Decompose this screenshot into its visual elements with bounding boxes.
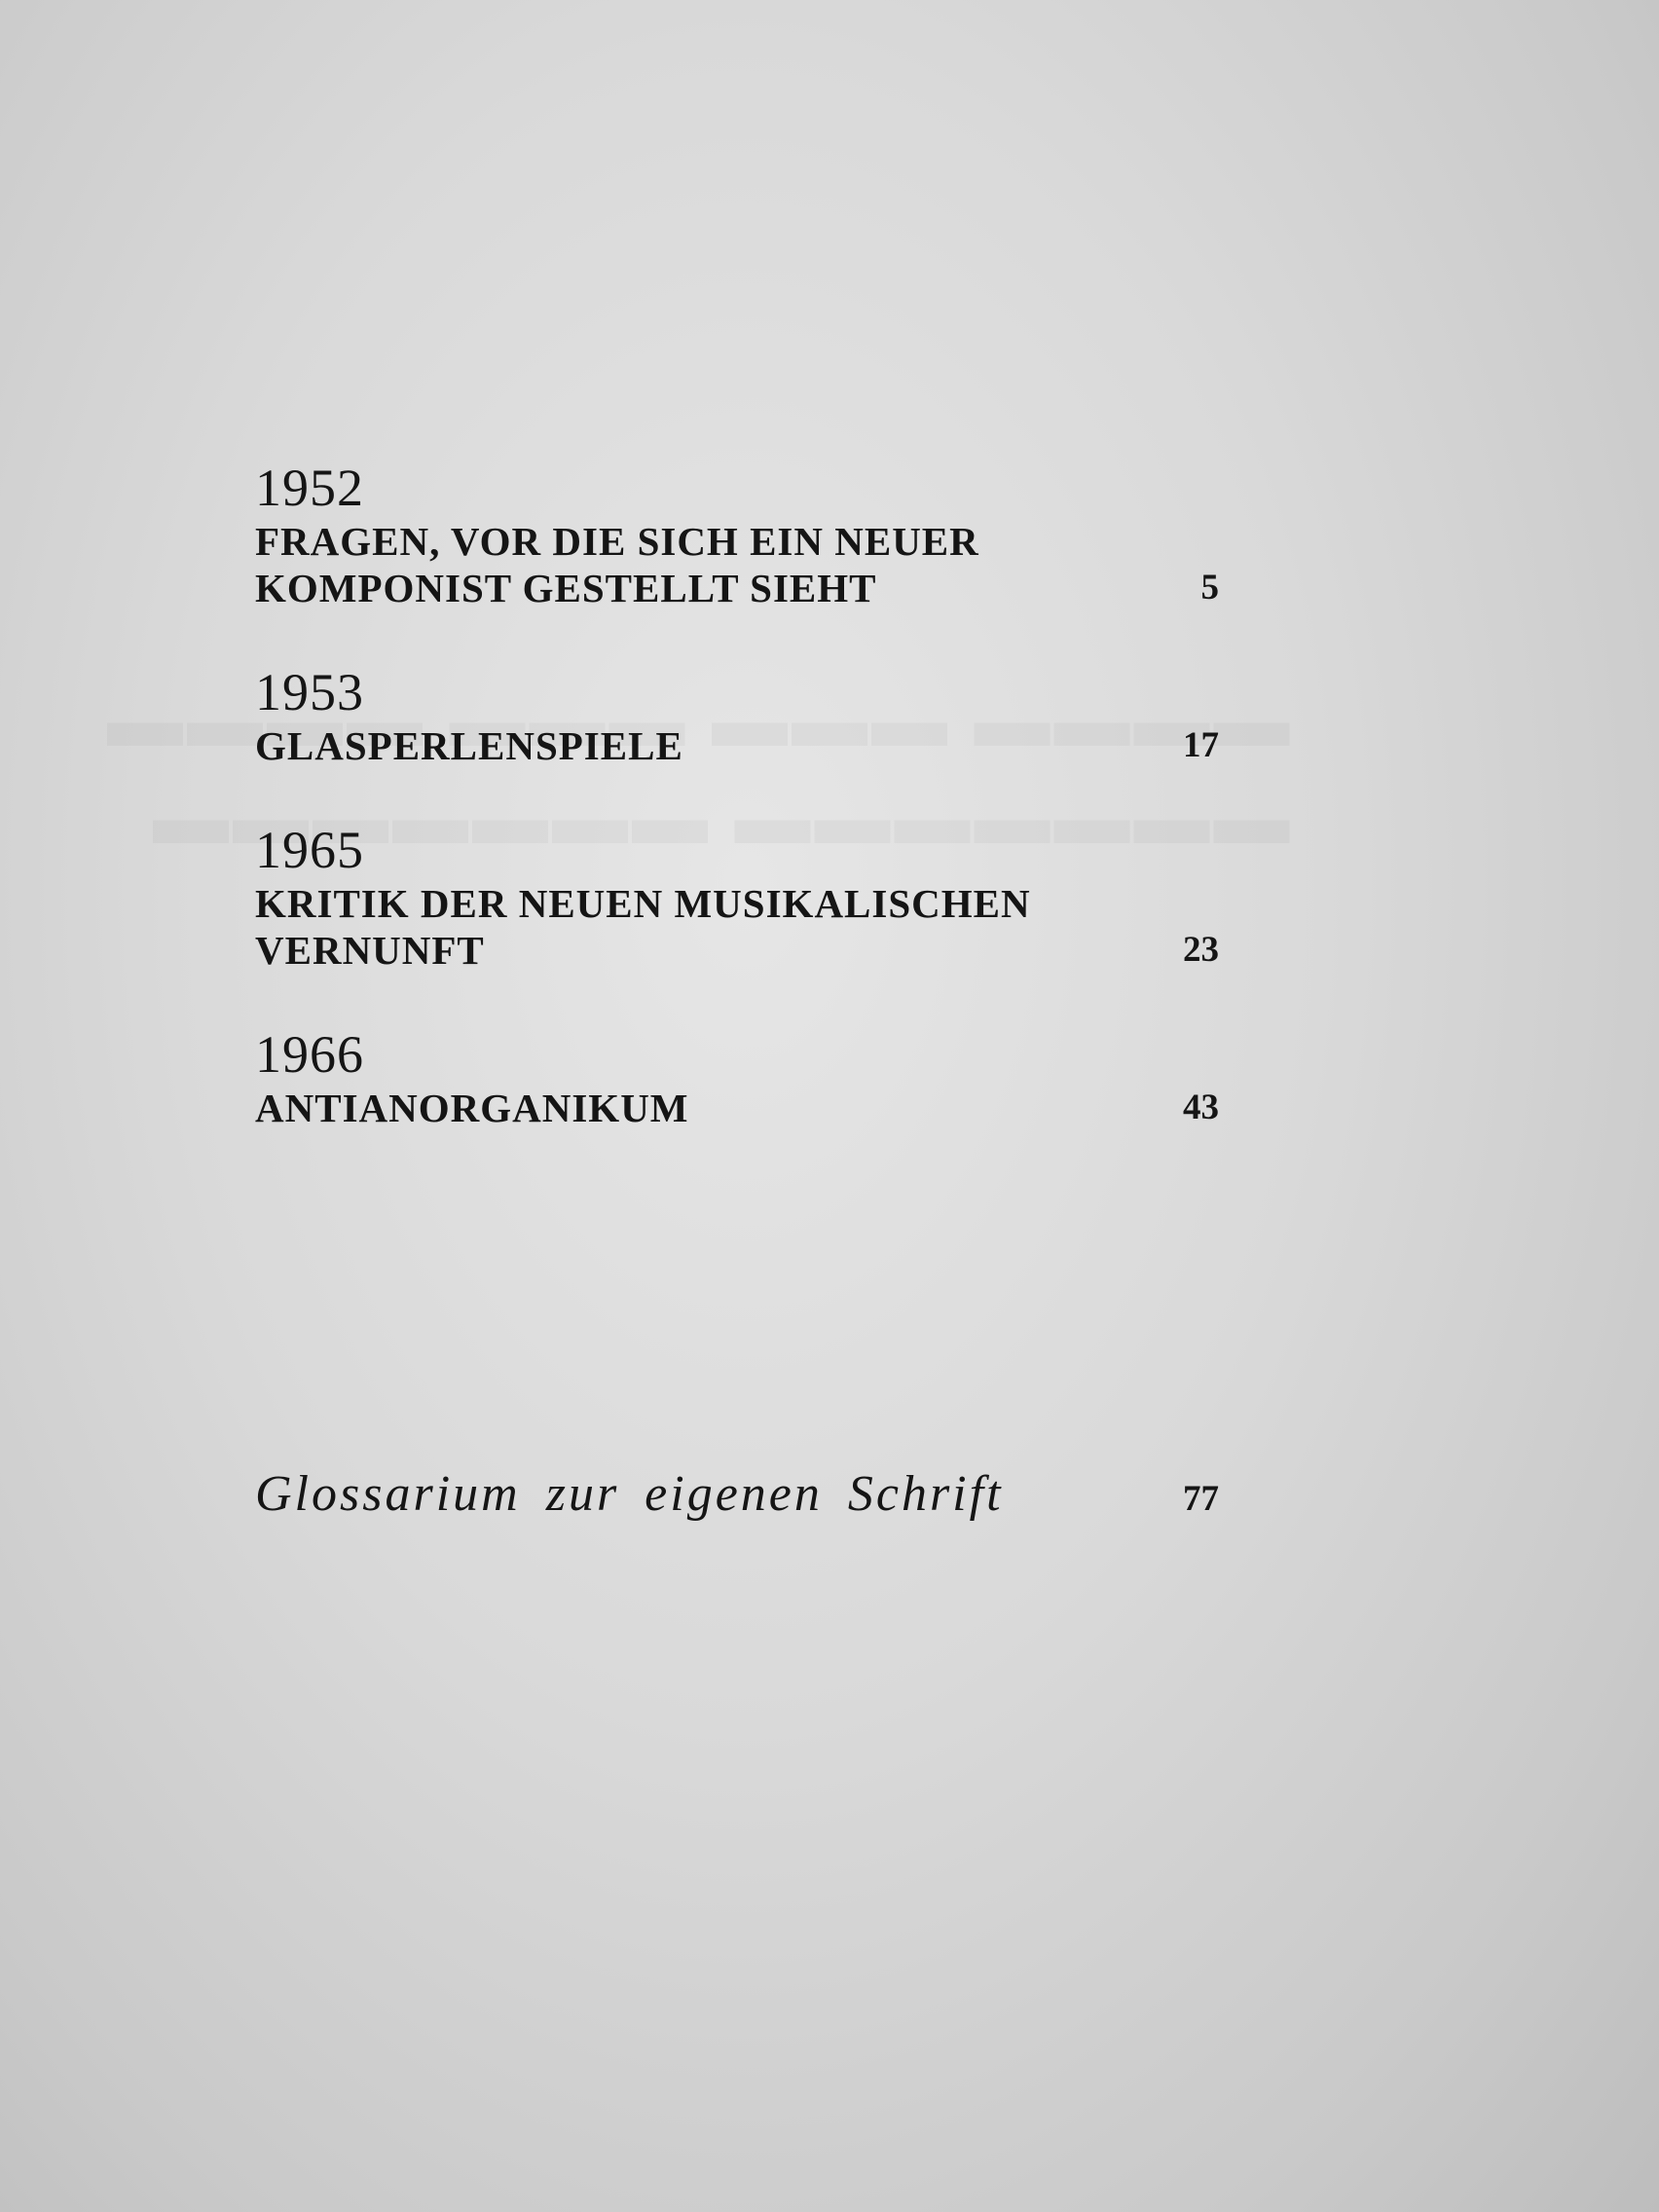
table-of-contents — [255, 458, 1219, 1182]
entry-year: 1966 — [255, 1025, 364, 1084]
toc-entry — [255, 820, 1219, 974]
toc-entry — [255, 662, 1219, 769]
entry-title — [255, 880, 1161, 974]
toc-entry — [255, 1024, 1219, 1131]
entry-page-number: 23 — [1183, 930, 1219, 970]
entry-row — [255, 1085, 1219, 1131]
entry-title — [255, 1085, 1161, 1131]
entry-year: 1965 — [255, 821, 364, 879]
entry-page-number: 5 — [1200, 568, 1219, 608]
entry-title-line: KOMPONIST GESTELLT SIEHT — [255, 566, 877, 610]
entry-title — [255, 722, 1161, 769]
entry-title — [255, 518, 1161, 611]
glossary-title: Glossarium zur eigenen Schrift — [255, 1466, 1004, 1522]
entry-page-number: 17 — [1183, 725, 1219, 765]
entry-year: 1953 — [255, 663, 364, 721]
entry-title-line: FRAGEN, VOR DIE SICH EIN NEUER — [255, 519, 979, 564]
entry-page-number: 43 — [1183, 1088, 1219, 1127]
entry-row — [255, 518, 1219, 611]
entry-title-line: VERNUNFT — [255, 928, 485, 973]
entry-title-line: GLASPERLENSPIELE — [255, 723, 683, 768]
entry-row — [255, 880, 1219, 974]
entry-title-line: ANTIANORGANIKUM — [255, 1086, 689, 1130]
toc-entry — [255, 458, 1219, 611]
entry-title-line: KRITIK DER NEUEN MUSIKALISCHEN — [255, 881, 1031, 926]
glossary-entry — [255, 1465, 1219, 1523]
glossary-page-number: 77 — [1183, 1479, 1219, 1519]
entry-row — [255, 722, 1219, 769]
entry-year: 1952 — [255, 459, 364, 517]
